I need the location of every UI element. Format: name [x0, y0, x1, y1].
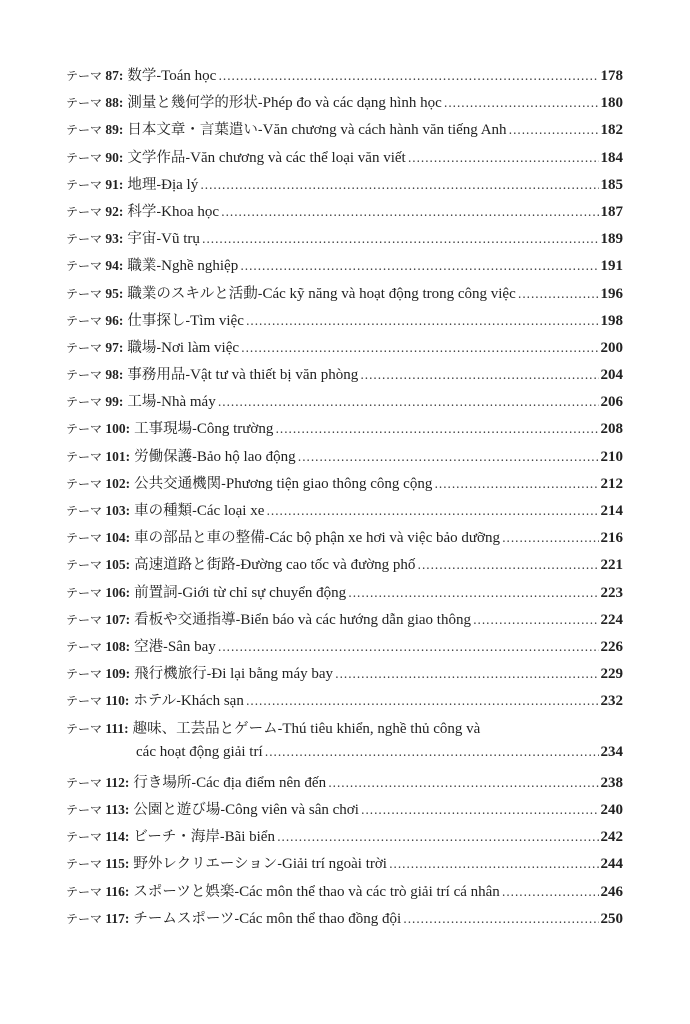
page-number: 229: [600, 666, 623, 683]
entry-label: テーマ 113:: [66, 802, 130, 818]
dot-leader: [218, 69, 598, 83]
page-number: 206: [600, 394, 623, 411]
theme-prefix: テーマ: [66, 204, 103, 219]
entry-japanese-title: 地理: [127, 176, 157, 193]
page-number: 246: [600, 883, 623, 900]
entry-vietnamese-title: Phương tiện giao thông công cộng: [225, 475, 433, 492]
dot-leader: [328, 776, 598, 790]
page-number: 221: [600, 557, 623, 574]
entry-vietnamese-title: Bãi biển: [224, 829, 275, 846]
entry-number: 96: [105, 312, 119, 328]
entry-label: テーマ 93:: [66, 231, 124, 247]
entry-japanese-title: 職業: [127, 258, 157, 275]
page-number: 234: [600, 743, 623, 760]
separator: -: [257, 122, 263, 139]
entry-number: 112: [105, 774, 125, 790]
entry-label: テーマ 107:: [66, 611, 131, 627]
theme-prefix: テーマ: [66, 340, 103, 355]
entry-vietnamese-title: Thú tiêu khiển, nghề thủ công và: [282, 720, 481, 737]
toc-entry[interactable]: [66, 771, 623, 798]
page-number: 244: [600, 856, 623, 873]
entry-label: テーマ 102:: [66, 475, 131, 491]
entry-number: 92: [105, 203, 119, 219]
page-number: 204: [600, 367, 623, 384]
entry-number: 111: [105, 720, 125, 736]
entry-number: 109: [105, 666, 126, 682]
entry-japanese-title: 工場: [127, 394, 157, 411]
toc-entry-continuation[interactable]: [66, 744, 623, 771]
dot-leader: [434, 477, 598, 491]
entry-vietnamese-title: Công trường: [196, 421, 274, 438]
entry-japanese-title: 野外レクリエーション: [133, 856, 278, 873]
page-number: 240: [600, 802, 623, 819]
toc-entry[interactable]: [66, 91, 623, 118]
entry-japanese-title: ビーチ・海岸: [133, 829, 220, 846]
entry-label: テーマ 116:: [66, 883, 130, 899]
separator: -: [185, 367, 191, 384]
entry-number: 114: [105, 829, 125, 845]
entry-label: テーマ 92:: [66, 203, 124, 219]
toc-entry[interactable]: [66, 852, 623, 879]
page-number: 180: [600, 95, 623, 112]
entry-vietnamese-title: Các môn thể thao và các trò giải trí cá nhân: [239, 883, 500, 900]
theme-prefix: テーマ: [66, 395, 103, 410]
theme-prefix: テーマ: [66, 830, 103, 845]
theme-prefix: テーマ: [66, 558, 103, 573]
dot-leader: [277, 830, 599, 844]
entry-vietnamese-title: Nơi làm việc: [161, 339, 240, 356]
entry-vietnamese-title: Văn chương và cách hành văn tiếng Anh: [262, 122, 507, 139]
toc-entry[interactable]: [66, 282, 623, 309]
entry-label: テーマ 89:: [66, 122, 124, 138]
entry-label: テーマ 94:: [66, 258, 124, 274]
theme-prefix: テーマ: [66, 286, 103, 301]
entry-number: 101: [105, 448, 126, 464]
entry-number: 87: [105, 68, 119, 83]
page-number: 224: [600, 611, 623, 628]
separator: -: [192, 421, 197, 438]
theme-prefix: テーマ: [66, 803, 103, 818]
toc-entry[interactable]: [66, 499, 623, 526]
entry-label: テーマ 91:: [66, 176, 124, 192]
entry-japanese-title: ホテル: [133, 693, 177, 710]
separator: -: [156, 176, 162, 193]
theme-prefix: テーマ: [66, 96, 103, 111]
toc-entry[interactable]: [66, 635, 623, 662]
entry-number: 104: [105, 530, 126, 546]
toc-entry[interactable]: [66, 662, 623, 689]
dot-leader: [408, 151, 599, 165]
separator: -: [235, 611, 241, 628]
entry-label: テーマ 90:: [66, 149, 124, 165]
theme-prefix: テーマ: [66, 69, 103, 83]
theme-prefix: テーマ: [66, 531, 103, 546]
toc-entry[interactable]: [66, 173, 623, 200]
entry-japanese-title: 車の部品と車の整備: [134, 530, 265, 547]
entry-vietnamese-title: Toán học: [161, 68, 217, 84]
separator: -: [206, 666, 212, 683]
entry-japanese-title: 公園と遊び場: [133, 802, 221, 819]
toc-entry[interactable]: [66, 200, 623, 227]
toc-entry[interactable]: [66, 336, 623, 363]
theme-prefix: テーマ: [66, 449, 103, 464]
page-number: 178: [600, 68, 623, 84]
page-number: 200: [600, 339, 623, 356]
separator: -: [156, 339, 162, 356]
theme-prefix: テーマ: [66, 639, 103, 654]
toc-entry[interactable]: [66, 608, 623, 635]
entry-number: 106: [105, 584, 126, 600]
entry-vietnamese-title: Khách sạn: [180, 693, 244, 710]
entry-vietnamese-title: Nhà máy: [161, 394, 216, 411]
page-number: 182: [600, 122, 623, 139]
entry-japanese-title: 職場: [127, 339, 157, 356]
entry-label: テーマ 105:: [66, 557, 131, 573]
dot-leader: [444, 96, 599, 110]
toc-entry[interactable]: [66, 64, 623, 91]
entry-vietnamese-title: Sân bay: [167, 638, 216, 655]
entry-label: テーマ 95:: [66, 285, 124, 301]
theme-prefix: テーマ: [66, 123, 103, 138]
entry-label: テーマ 87:: [66, 68, 124, 83]
entry-vietnamese-title: Vũ trụ: [161, 231, 200, 248]
table-of-contents: [66, 64, 623, 934]
page-number: 223: [600, 584, 623, 601]
toc-entry[interactable]: [66, 825, 623, 852]
dot-leader: [241, 341, 598, 355]
separator: -: [192, 448, 197, 465]
page-number: 242: [600, 829, 623, 846]
entry-vietnamese-title: Nghề nghiệp: [161, 258, 239, 275]
toc-entry[interactable]: [66, 581, 623, 608]
toc-entry[interactable]: [66, 526, 623, 553]
page-number: 232: [600, 693, 623, 710]
theme-prefix: テーマ: [66, 476, 103, 491]
entry-number: 103: [105, 503, 126, 518]
entry-number: 102: [105, 475, 126, 491]
entry-japanese-title: 看板や交通指導: [134, 611, 236, 628]
dot-leader: [502, 885, 599, 899]
toc-entry[interactable]: [66, 363, 623, 390]
page-number: 212: [600, 475, 623, 492]
entry-number: 99: [105, 394, 119, 410]
entry-number: 94: [105, 258, 119, 274]
page-number: 238: [600, 774, 623, 791]
separator: -: [156, 258, 162, 275]
toc-entry[interactable]: [66, 417, 623, 444]
page-number: 196: [600, 285, 623, 302]
entry-japanese-title: 文学作品: [127, 149, 186, 166]
theme-prefix: テーマ: [66, 232, 103, 247]
entry-vietnamese-title: Các kỹ năng và hoạt động trong công việc: [262, 285, 516, 302]
toc-entry[interactable]: [66, 118, 623, 145]
entry-label: テーマ 104:: [66, 530, 131, 546]
entry-japanese-title: チームスポーツ: [133, 910, 235, 927]
entry-japanese-title: 空港: [134, 638, 164, 655]
entry-number: 110: [105, 693, 125, 709]
entry-japanese-title: 職業のスキルと活動: [127, 285, 258, 302]
separator: -: [185, 149, 191, 166]
page-number: 208: [600, 421, 623, 438]
toc-entry[interactable]: [66, 880, 623, 907]
toc-entry[interactable]: [66, 390, 623, 417]
entry-japanese-title: 行き場所: [133, 774, 192, 791]
entry-vietnamese-title: Khoa học: [161, 203, 220, 220]
entry-vietnamese-title: Công viên và sân chơi: [225, 802, 359, 819]
entry-number: 105: [105, 557, 126, 573]
toc-entry[interactable]: [66, 227, 623, 254]
entry-number: 91: [105, 176, 119, 192]
dot-leader: [417, 558, 598, 572]
dot-leader: [265, 745, 599, 759]
entry-number: 107: [105, 611, 126, 627]
page-number: 191: [600, 258, 623, 275]
dot-leader: [218, 640, 599, 654]
theme-prefix: テーマ: [66, 504, 103, 518]
theme-prefix: テーマ: [66, 422, 103, 437]
entry-number: 95: [105, 285, 119, 301]
page-number: 250: [600, 910, 623, 927]
separator: -: [177, 584, 183, 601]
separator: -: [220, 802, 226, 819]
dot-leader: [361, 803, 599, 817]
entry-label: テーマ 97:: [66, 339, 124, 355]
entry-number: 97: [105, 339, 119, 355]
entry-vietnamese-title: Văn chương và các thể loại văn viết: [190, 149, 406, 166]
toc-entry[interactable]: [66, 717, 623, 744]
entry-japanese-title: 事務用品: [127, 367, 186, 384]
theme-prefix: テーマ: [66, 721, 103, 736]
theme-prefix: テーマ: [66, 884, 103, 899]
toc-entry[interactable]: [66, 553, 623, 580]
entry-label: テーマ 108:: [66, 638, 131, 654]
entry-number: 117: [105, 910, 125, 926]
entry-label: テーマ 115:: [66, 856, 130, 872]
theme-prefix: テーマ: [66, 150, 103, 165]
dot-leader: [266, 504, 598, 518]
entry-label: テーマ 117:: [66, 910, 130, 926]
entry-label: テーマ 98:: [66, 367, 124, 383]
entry-vietnamese-title: Đường cao tốc và đường phố: [240, 557, 416, 574]
entry-vietnamese-title: Phép đo và các dạng hình học: [262, 95, 442, 112]
dot-leader: [246, 314, 599, 328]
entry-number: 116: [105, 883, 125, 899]
entry-japanese-title: 飛行機旅行: [134, 666, 207, 683]
page-number: 216: [600, 530, 623, 547]
entry-label: テーマ 112:: [66, 774, 130, 790]
separator: -: [192, 503, 197, 519]
entry-japanese-title: 車の種類: [134, 503, 193, 519]
theme-prefix: テーマ: [66, 585, 103, 600]
entry-number: 100: [105, 421, 126, 437]
entry-vietnamese-title: Biển báo và các hướng dẫn giao thông: [240, 611, 471, 628]
dot-leader: [221, 205, 598, 219]
dot-leader: [389, 857, 599, 871]
entry-vietnamese-title: Tìm việc: [190, 312, 244, 329]
separator: -: [235, 557, 241, 574]
entry-label: テーマ 110:: [66, 693, 130, 709]
entry-label: テーマ 111:: [66, 720, 129, 736]
entry-number: 89: [105, 122, 119, 138]
theme-prefix: テーマ: [66, 775, 103, 790]
dot-leader: [403, 912, 598, 926]
entry-japanese-title: 高速道路と街路: [134, 557, 236, 574]
entry-japanese-title: 趣味、工芸品とゲーム: [132, 720, 278, 737]
page-number: 198: [600, 312, 623, 329]
entry-label: テーマ 100:: [66, 421, 131, 437]
entry-label: テーマ 96:: [66, 312, 124, 328]
page-number: 184: [600, 149, 623, 166]
dot-leader: [509, 123, 599, 137]
entry-japanese-title: 労働保護: [134, 448, 193, 465]
entry-japanese-title: 工事現場: [134, 421, 193, 438]
entry-japanese-title: 測量と幾何学的形状: [127, 95, 258, 112]
entry-japanese-title: スポーツと娯楽: [133, 883, 235, 900]
entry-label: テーマ 114:: [66, 829, 130, 845]
dot-leader: [240, 259, 598, 273]
separator: -: [277, 720, 283, 737]
dot-leader: [275, 422, 598, 436]
separator: -: [156, 203, 162, 220]
theme-prefix: テーマ: [66, 313, 103, 328]
entry-label: テーマ 106:: [66, 584, 131, 600]
entry-vietnamese-title: Bảo hộ lao động: [196, 448, 296, 465]
entry-label: テーマ 103:: [66, 503, 131, 518]
entry-vietnamese-title: Các bộ phận xe hơi và việc bảo dưỡng: [269, 530, 500, 547]
theme-prefix: テーマ: [66, 694, 103, 709]
dot-leader: [502, 531, 599, 545]
dot-leader: [473, 613, 599, 627]
dot-leader: [246, 694, 599, 708]
entry-label: テーマ 101:: [66, 448, 131, 464]
entry-vietnamese-title: Vật tư và thiết bị văn phòng: [190, 367, 359, 384]
toc-entry[interactable]: [66, 445, 623, 472]
entry-vietnamese-title: Giải trí ngoài trời: [281, 856, 387, 873]
page-number: 210: [600, 448, 623, 465]
entry-japanese-title: 公共交通機関: [134, 475, 222, 492]
page-number: 226: [600, 638, 623, 655]
toc-entry[interactable]: [66, 798, 623, 825]
entry-vietnamese-title-continued: các hoạt động giải trí: [136, 743, 263, 760]
toc-entry[interactable]: [66, 907, 623, 934]
theme-prefix: テーマ: [66, 259, 103, 274]
dot-leader: [335, 667, 598, 681]
separator: -: [191, 774, 197, 791]
entry-number: 88: [105, 95, 119, 111]
separator: -: [257, 285, 263, 302]
entry-number: 113: [105, 802, 125, 818]
entry-japanese-title: 仕事探し: [127, 312, 186, 329]
entry-label: テーマ 109:: [66, 666, 131, 682]
dot-leader: [202, 232, 599, 246]
page-number: 189: [600, 231, 623, 248]
entry-japanese-title: 前置詞: [134, 584, 178, 601]
entry-vietnamese-title: Các loại xe: [196, 503, 265, 519]
separator: -: [277, 856, 282, 873]
toc-entry[interactable]: [66, 146, 623, 173]
entry-vietnamese-title: Địa lý: [161, 176, 199, 193]
separator: -: [163, 638, 168, 655]
separator: -: [156, 68, 162, 84]
entry-label: テーマ 88:: [66, 95, 124, 111]
entry-vietnamese-title: Giới từ chỉ sự chuyển động: [182, 584, 347, 601]
dot-leader: [518, 287, 599, 301]
entry-japanese-title: 日本文章・言葉遣い: [127, 122, 258, 139]
toc-entry[interactable]: [66, 472, 623, 499]
entry-vietnamese-title: Các môn thể thao đồng đội: [239, 910, 402, 927]
toc-entry[interactable]: [66, 254, 623, 281]
theme-prefix: テーマ: [66, 612, 103, 627]
separator: -: [219, 829, 225, 846]
separator: -: [156, 394, 162, 411]
page-number: 185: [600, 176, 623, 193]
theme-prefix: テーマ: [66, 177, 103, 192]
entry-vietnamese-title: Các địa điểm nên đến: [196, 774, 327, 791]
dot-leader: [200, 178, 598, 192]
separator: -: [156, 231, 162, 248]
separator: -: [264, 530, 270, 547]
theme-prefix: テーマ: [66, 667, 103, 682]
dot-leader: [218, 395, 599, 409]
entry-japanese-title: 宇宙: [127, 231, 157, 248]
dot-leader: [298, 450, 599, 464]
entry-japanese-title: 科学: [127, 203, 157, 220]
page-number: 214: [600, 503, 623, 519]
separator: -: [185, 312, 191, 329]
separator: -: [234, 910, 240, 927]
dot-leader: [348, 586, 598, 600]
page-number: 187: [600, 203, 623, 220]
entry-vietnamese-title: Đi lại bằng máy bay: [211, 666, 334, 683]
toc-entry[interactable]: [66, 309, 623, 336]
separator: -: [257, 95, 263, 112]
theme-prefix: テーマ: [66, 911, 103, 926]
separator: -: [221, 475, 226, 492]
entry-japanese-title: 数学: [127, 68, 157, 84]
entry-label: テーマ 99:: [66, 394, 124, 410]
entry-number: 108: [105, 638, 126, 654]
entry-number: 93: [105, 231, 119, 247]
theme-prefix: テーマ: [66, 857, 103, 872]
theme-prefix: テーマ: [66, 368, 103, 383]
separator: -: [176, 693, 181, 710]
separator: -: [234, 883, 240, 900]
entry-number: 90: [105, 149, 119, 165]
toc-entry[interactable]: [66, 689, 623, 716]
entry-number: 98: [105, 367, 119, 383]
entry-number: 115: [105, 856, 125, 872]
dot-leader: [360, 368, 598, 382]
